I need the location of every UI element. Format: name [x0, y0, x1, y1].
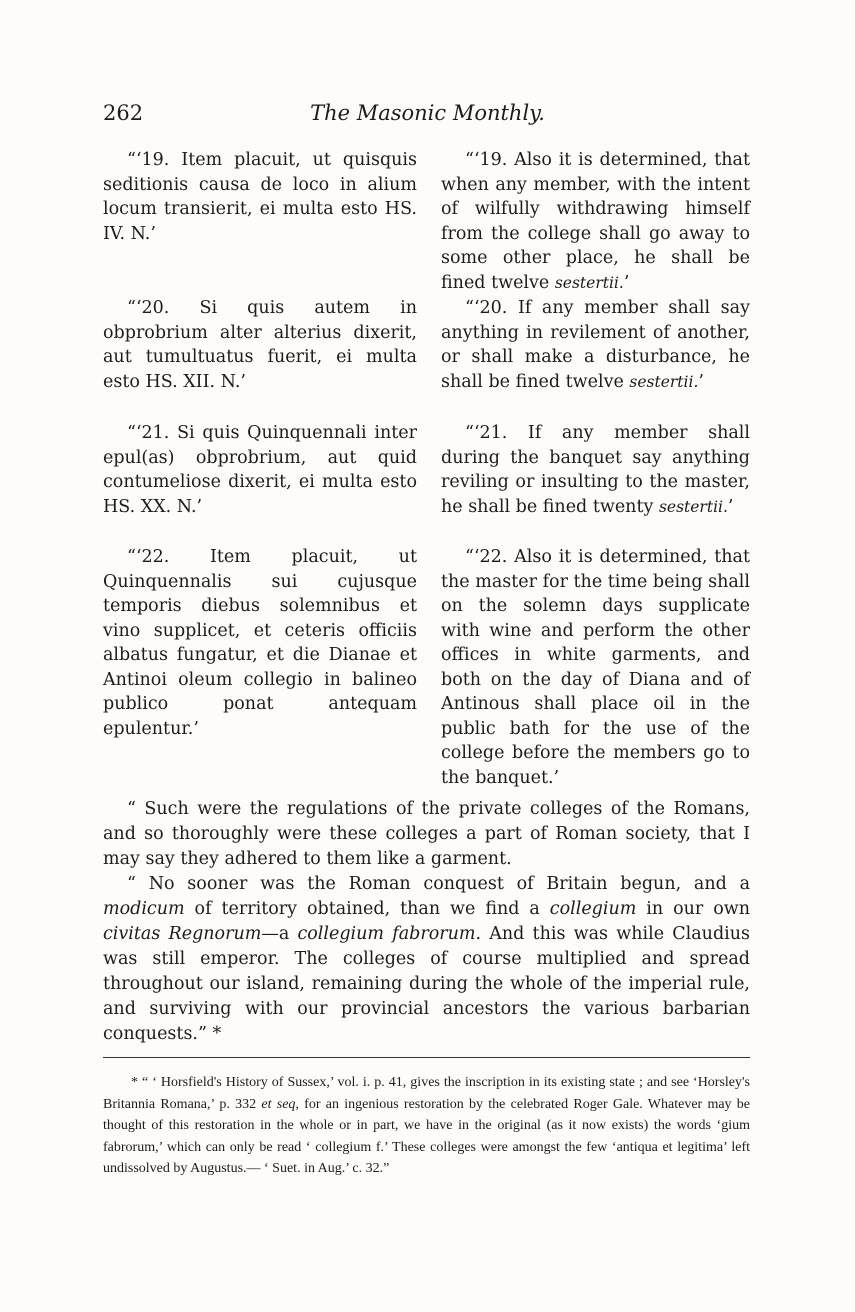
body-p2-text-i: And this was while Claudius was still emperor. The colleges of course multiplied and spread throughout our island, remaining during the whole of the imperial rule, and surviving with our provincial ancestors the various barbarian conquests.” * [103, 924, 750, 1044]
page-number: 262 [103, 101, 144, 125]
latin-paragraph-22 [103, 545, 417, 741]
body-p2-modicum: modicum [103, 899, 185, 919]
body-paragraph-2 [103, 872, 750, 1047]
running-title: The Masonic Monthly. [310, 101, 545, 125]
english-text-20-close: ’ [698, 371, 704, 392]
english-paragraph-20 [441, 296, 750, 394]
body-p2-text-g: —a [261, 924, 298, 944]
english-text-19-close: ’ [623, 272, 630, 293]
latin-paragraph-19 [103, 148, 417, 246]
footnote-et-seq: et seq, [261, 1096, 299, 1112]
english-text-19-sestertii: sestertii. [554, 273, 624, 292]
english-text-20: “‘20. If any member shall say anything in revilement of another, or shall make a disturbance, he shall be fined twelve [441, 298, 750, 392]
english-text-22: “‘22. Also it is determined, that the master for the time being shall on the solemn days supplicate with wine and perform the other offices in white garments, and both on the day of Diana and of Antinous shall place oil in the public bath for the use of the college before the members go to the banquet.’ [441, 547, 750, 788]
latin-text-19: “‘19. Item placuit, ut quisquis seditionis causa de loco in alium locum transierit, ei multa esto HS. IV. N.’ [103, 150, 417, 244]
english-paragraph-21 [441, 421, 750, 519]
english-text-20-sestertii: sestertii. [629, 372, 699, 391]
body-p2-text-a: “ No sooner was the Roman conquest of Britain begun, and a [127, 874, 750, 894]
body-p2-collegium: collegium [549, 899, 637, 919]
english-text-21: “‘21. If any member shall during the banquet say anything reviling or insulting to the master, he shall be fined twenty [441, 423, 750, 517]
body-p2-civitas: civitas Regnorum [103, 924, 262, 944]
body-p2-collegium-fabrorum: collegium fabrorum. [297, 924, 482, 944]
english-paragraph-22 [441, 545, 750, 790]
footnote-rule [103, 1057, 750, 1058]
english-text-21-sestertii: sestertii. [658, 497, 728, 516]
latin-paragraph-20 [103, 296, 417, 394]
body-p2-text-c: of territory obtained, than we find a [184, 899, 550, 919]
latin-text-21: “‘21. Si quis Quinquennali inter epul(as) obprobrium, aut quid contumeliose dixerit, ei multa esto HS. XX. N.’ [103, 423, 417, 517]
body-text [103, 797, 750, 1047]
english-text-19: “‘19. Also it is determined, that when any member, with the intent of wilfully withdrawing himself from the college shall go away to some other place, he shall be fined twelve [441, 150, 750, 293]
body-p2-text-e: in our own [636, 899, 751, 919]
english-text-21-close: ’ [727, 496, 734, 517]
footnote-text-1: * “ ‘ Horsfield's History of Sussex,’ vol. i. p. 41, gives the inscription in its existing state ; and see ‘Horsley's Britannia Romana,’ p. 332 [103, 1075, 750, 1112]
footnote-text-3: for an ingenious restoration by the celebrated Roger Gale. Whatever may be thought of this restoration in the whole or in part, we have in the original (as it now exists) the words ‘gium fabrorum,’ which can only be read ‘ collegium f.’ These colleges were amongst the few ‘antiqua et legitima’ left undissolved by Augustus.— ‘ Suet. in Aug.’ c. 32.” [103, 1096, 751, 1176]
latin-paragraph-21 [103, 421, 417, 519]
latin-text-22: “‘22. Item placuit, ut Quinquennalis sui cujusque temporis diebus solemnibus et vino supplicet, et ceteris officiis albatus fungatur, et die Dianae et Antinoi oleum collegio in balineo publico ponat antequam epulentur.’ [103, 547, 417, 739]
footnote [103, 1072, 750, 1180]
english-paragraph-19 [441, 148, 750, 295]
latin-text-20: “‘20. Si quis autem in obprobrium alter alterius dixerit, aut tumultuatus fuerit, ei multa esto HS. XII. N.’ [103, 298, 417, 392]
body-paragraph-1: “ Such were the regulations of the private colleges of the Romans, and so thoroughly were these colleges a part of Roman society, that I may say they adhered to them like a garment. [103, 799, 750, 869]
